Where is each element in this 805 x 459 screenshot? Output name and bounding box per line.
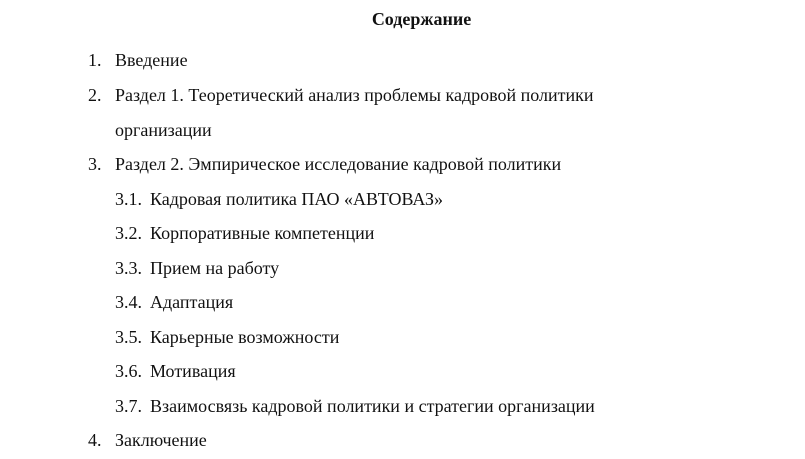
toc-item-text: Раздел 2. Эмпирическое исследование кадровой политики [115,154,562,174]
toc-item-introduction [88,48,188,72]
toc-item-number: 3.2. [115,223,142,243]
toc-item-number: 3.3. [115,258,142,278]
toc-item-3-5 [115,325,339,349]
toc-item-number: 3.4. [115,292,142,312]
toc-item-3-7 [115,394,595,418]
toc-item-section-1 [88,83,594,107]
toc-item-text: Раздел 1. Теоретический анализ проблемы кадровой политики [115,85,594,105]
toc-item-text: Заключение [115,430,207,450]
toc-item-conclusion [88,428,207,452]
toc-item-section-2 [88,152,561,176]
toc-item-text: Корпоративные компетенции [150,223,375,243]
toc-item-section-1-continuation [115,118,212,142]
toc-item-text: Взаимосвязь кадровой политики и стратегии организации [150,396,595,416]
toc-item-text: Введение [115,50,188,70]
toc-item-number: 3.7. [115,396,142,416]
toc-item-number: 3. [88,154,102,174]
toc-item-text-continuation: организации [115,120,212,140]
toc-item-text: Прием на работу [150,258,280,278]
toc-item-text: Карьерные возможности [150,327,340,347]
toc-item-3-1 [115,187,443,211]
toc-item-number: 4. [88,430,102,450]
toc-item-3-4 [115,290,233,314]
toc-title: Содержание [371,9,472,29]
toc-item-number: 2. [88,85,102,105]
toc-item-number: 3.5. [115,327,142,347]
toc-item-3-6 [115,359,236,383]
toc-item-text: Мотивация [150,361,236,381]
toc-item-text: Кадровая политика ПАО «АВТОВАЗ» [150,189,443,209]
toc-item-number: 1. [88,50,102,70]
toc-item-3-2 [115,221,374,245]
toc-item-3-3 [115,256,279,280]
toc-item-number: 3.1. [115,189,142,209]
toc-item-text: Адаптация [150,292,234,312]
toc-item-number: 3.6. [115,361,142,381]
